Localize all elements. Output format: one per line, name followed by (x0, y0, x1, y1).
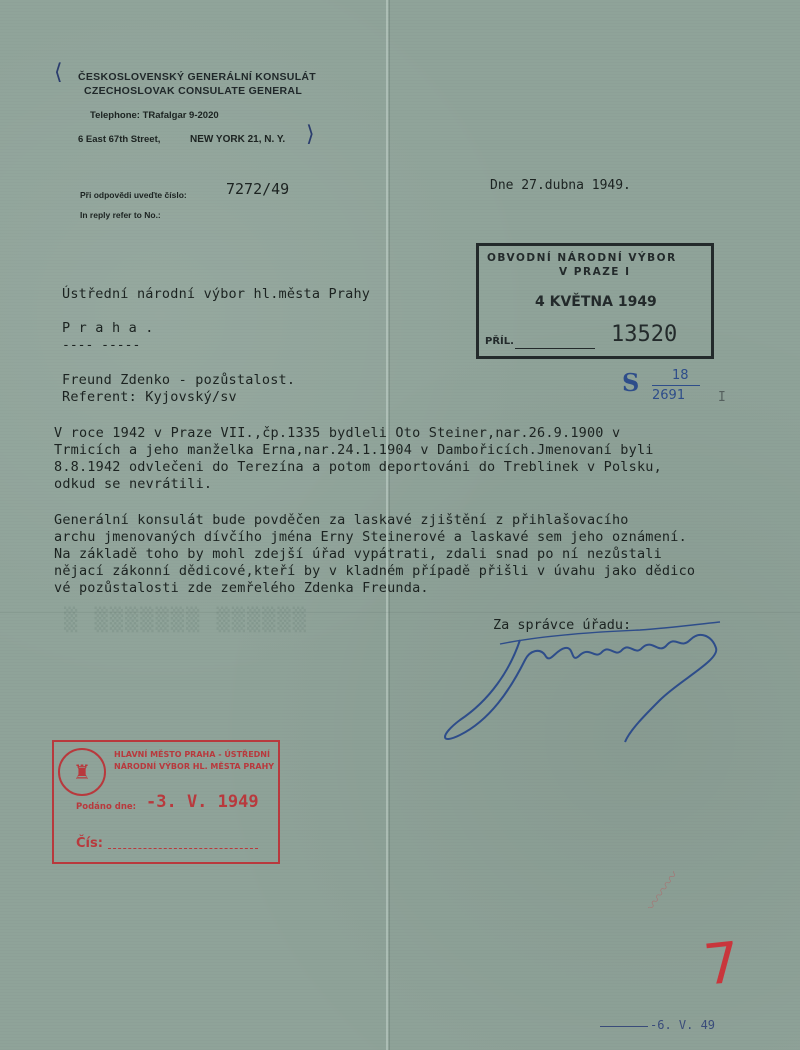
blue-note-letter: S (622, 368, 640, 397)
paragraph1-line3: 8.8.1942 odvlečeni do Terezína a potom deportováni do Treblinek v Polsku, (54, 459, 662, 475)
blue-note-fraction-line (652, 385, 700, 386)
blue-note-suffix: I (718, 390, 726, 405)
letterhead-city: NEW YORK 21, N. Y. (190, 134, 286, 145)
paragraph1-line4: odkud se nevrátili. (54, 476, 213, 492)
paragraph2-line1: Generální konsulát bude povděčen za laskavé zjištění z přihlašovacího (54, 512, 629, 528)
stamp-red-cis-label: Čís: (76, 836, 103, 851)
signature-scrawl-icon (430, 610, 750, 750)
blue-note-top: 18 (672, 368, 689, 383)
reference-number: 7272/49 (226, 180, 290, 198)
paragraph2-line4: nějací zákonní dědicové,kteří by v kladném případě přišli v úvahu jako dědico (54, 563, 696, 579)
stamp-red-podano (52, 740, 280, 864)
paragraph1-line2: Trmicích a jeho manželka Erna,nar.24.1.1904 v Dambořicích.Jmenovaní byli (54, 442, 654, 458)
stamp-obvodni-underline (515, 348, 595, 349)
bottom-date-dash (600, 1026, 648, 1027)
blue-note-bottom: 2691 (652, 388, 686, 403)
signature-label: Za správce úřadu: (493, 617, 632, 633)
paragraph1-line1: V roce 1942 v Praze VII.,čp.1335 bydleli Oto Steiner,nar.26.9.1900 v (54, 425, 621, 441)
stamp-obvodni-line1: OBVODNÍ NÁRODNÍ VÝBOR (487, 252, 677, 264)
stamp-red-date: -3. V. 1949 (146, 792, 259, 812)
stamp-obvodni-number: 13520 (611, 322, 678, 347)
paragraph2-line3: Na základě toho by mohl zdejší úřad vypátrati, zdali snad po ní nezůstali (54, 546, 662, 562)
recipient-city: P r a h a . (62, 320, 154, 336)
recipient-city-underline: ---- ----- (62, 338, 141, 353)
red-handwritten-number: 7 (700, 930, 743, 999)
stamp-red-cis-line (108, 848, 258, 849)
recipient-name: Ústřední národní výbor hl.města Prahy (62, 286, 371, 302)
stamp-red-podano-label: Podáno dne: (76, 802, 137, 812)
stamp-red-line2: NÁRODNÍ VÝBOR HL. MĚSTA PRAHY (114, 762, 275, 771)
stamp-obvodni-narodni-vybor (476, 243, 714, 359)
paragraph2-line5: vé pozůstalosti zde zemřelého Zdenka Freunda. (54, 580, 429, 596)
stamp-obvodni-line2: V PRAZE I (559, 266, 631, 278)
stamp-red-line1: HLAVNÍ MĚSTO PRAHA - ÚSTŘEDNÍ (114, 750, 270, 759)
letterhead-title-czech: ČESKOSLOVENSKÝ GENERÁLNÍ KONSULÁT (78, 71, 317, 83)
letterhead (78, 70, 316, 98)
bottom-handwritten-date: -6. V. 49 (650, 1018, 716, 1032)
paragraph2-line2: archu jmenovaných dívčího jména Erny Steinerové a laskavé sem jeho oznámení. (54, 529, 687, 545)
letter-date: Dne 27.dubna 1949. (490, 178, 631, 193)
subject-referent: Referent: Kyjovský/sv (62, 389, 237, 405)
reference-label-english: In reply refer to No.: (80, 210, 161, 220)
reference-label-czech: Při odpovědi uveďte číslo: (80, 190, 187, 200)
stamp-obvodni-pril-label: PŘÍL. (485, 336, 514, 347)
faint-red-scribble: 〰〰〰 (642, 867, 684, 915)
letterhead-bracket-right-icon: ⟩ (306, 122, 315, 147)
ghost-show-through: ▒ ▒▒▒▒▒▒▒ ▒▒▒▒▒▒ (64, 608, 308, 633)
letterhead-address: 6 East 67th Street, (78, 134, 161, 145)
coat-of-arms-seal-icon: ♜ (58, 748, 106, 796)
stamp-obvodni-date: 4 KVĚTNA 1949 (535, 294, 657, 310)
letterhead-telephone: Telephone: TRafalgar 9-2020 (90, 110, 219, 121)
subject-line: Freund Zdenko - pozůstalost. (62, 372, 296, 388)
letterhead-bracket-left-icon: ⟨ (54, 60, 63, 85)
letterhead-title-english: CZECHOSLOVAK CONSULATE GENERAL (84, 85, 303, 97)
